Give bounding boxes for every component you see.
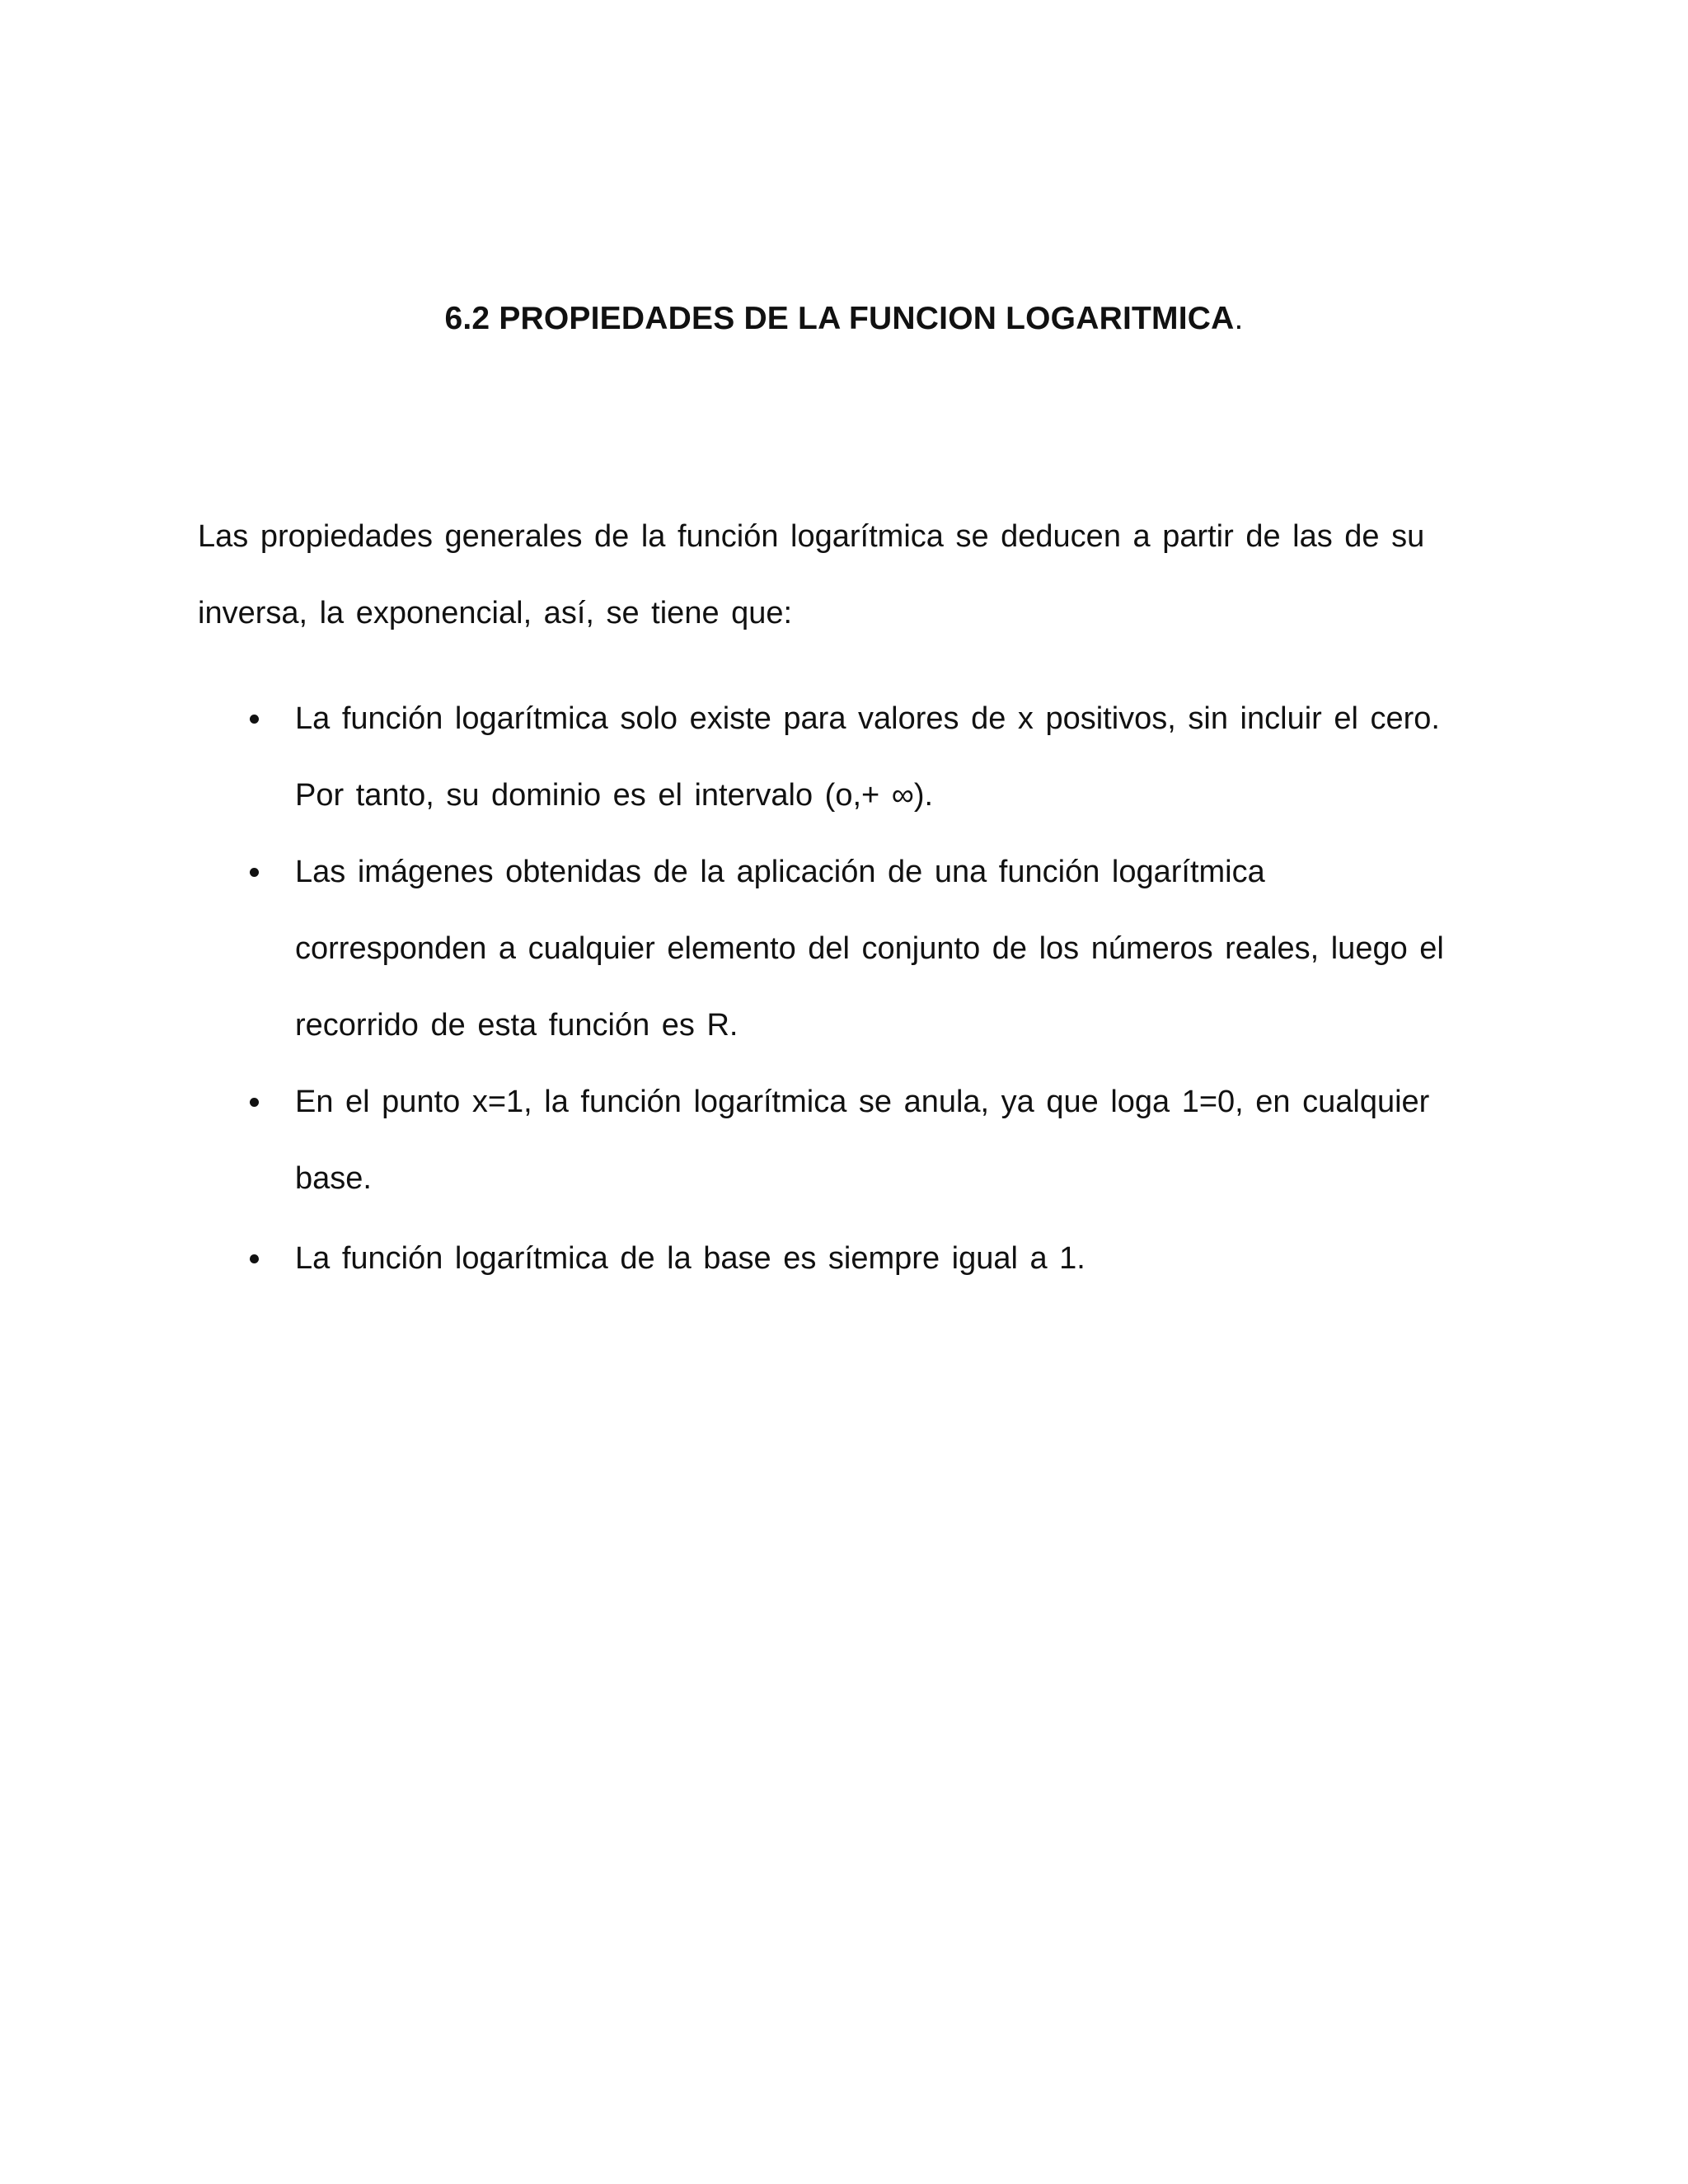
bullet-icon [246,834,262,911]
bullet-icon [246,1064,262,1141]
intro-line-1: Las propiedades generales de la función logarítmica se deducen a partir de las de su [198,519,1425,554]
page-title [0,298,1688,340]
bullet-icon [246,681,262,757]
page-title-text: 6.2 PROPIEDADES DE LA FUNCION LOGARITMICA [444,301,1235,336]
list-item-line: corresponden a cualquier elemento del conjunto de los números reales, luego el [295,931,1444,966]
list-item-line: La función logarítmica solo existe para valores de x positivos, sin incluir el cero. [295,701,1440,736]
intro-line-2: inversa, la exponencial, así, se tiene que: [198,596,793,630]
list-item-zero-point [198,1064,1517,1217]
list-item-line: base. [295,1161,372,1196]
list-item-line: La función logarítmica de la base es siempre igual a 1. [295,1241,1085,1276]
list-item-domain [198,681,1517,834]
list-item-range [198,834,1517,1064]
intro-paragraph [198,499,1484,652]
page-title-period: . [1234,301,1244,336]
list-item-line: En el punto x=1, la función logarítmica se anula, ya que loga 1=0, en cualquier [295,1085,1430,1119]
list-item-line: Por tanto, su dominio es el intervalo (o,+ ∞). [295,778,934,813]
properties-list [198,681,1517,1297]
list-item-line: Las imágenes obtenidas de la aplicación de una función logarítmica [295,855,1265,889]
list-item-line: recorrido de esta función es R. [295,1008,738,1043]
list-item-base [198,1221,1517,1297]
bullet-icon [246,1221,262,1297]
